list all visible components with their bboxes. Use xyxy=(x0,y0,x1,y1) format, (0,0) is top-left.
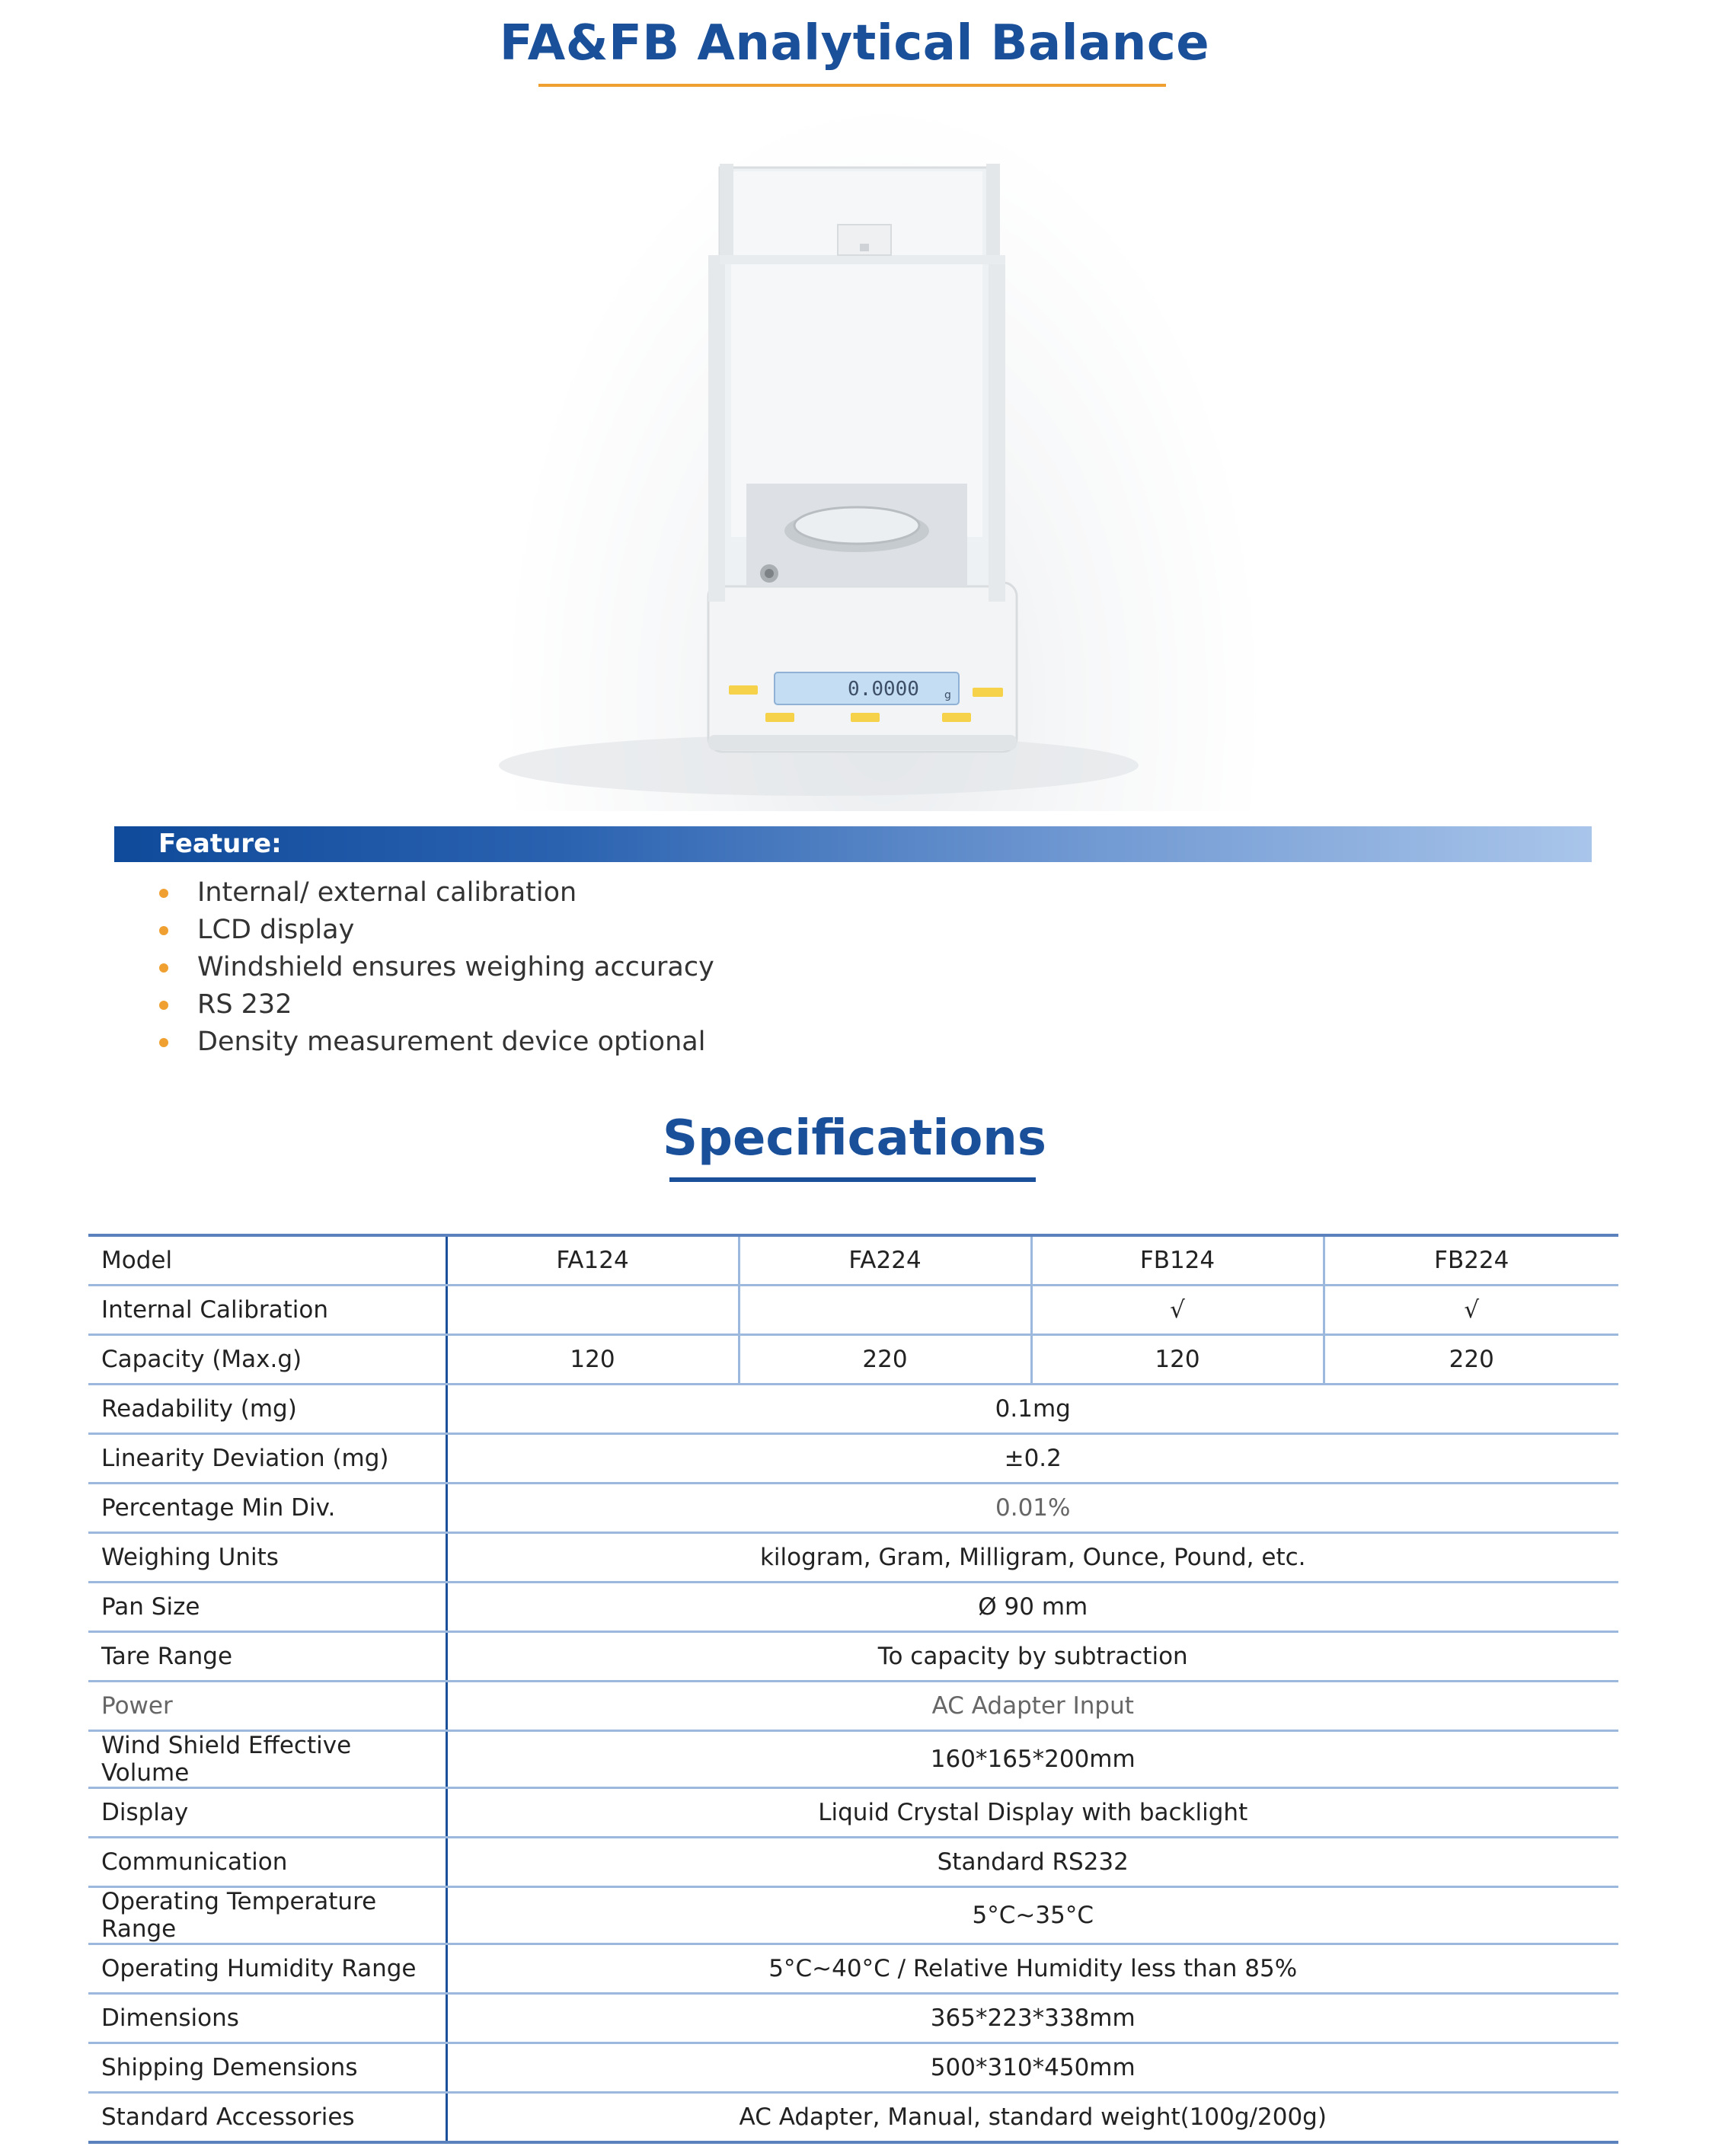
table-cell: Ø 90 mm xyxy=(446,1583,1618,1632)
model-cell: FA224 xyxy=(739,1235,1031,1286)
table-cell xyxy=(739,1286,1031,1335)
model-cell: FB124 xyxy=(1031,1235,1324,1286)
feature-item-text: Windshield ensures weighing accuracy xyxy=(197,952,714,982)
feature-item-text: Density measurement device optional xyxy=(197,1027,706,1057)
feature-item xyxy=(152,874,714,912)
tare-button[interactable] xyxy=(973,688,1003,697)
table-cell: 0.01% xyxy=(446,1484,1618,1533)
bullet-icon xyxy=(159,1038,168,1047)
specifications-underline xyxy=(669,1177,1036,1182)
check-mark: √ xyxy=(1031,1286,1324,1335)
bullet-icon xyxy=(159,926,168,935)
row-label: Linearity Deviation (mg) xyxy=(88,1434,446,1484)
table-cell: 500*310*450mm xyxy=(446,2043,1618,2093)
model-cell: FB224 xyxy=(1324,1235,1618,1286)
table-row xyxy=(88,1335,1618,1385)
row-label: Dimensions xyxy=(88,1994,446,2043)
row-label: Operating Humidity Range xyxy=(88,1944,446,1994)
row-label: Capacity (Max.g) xyxy=(88,1335,446,1385)
table-cell: kilogram, Gram, Milligram, Ounce, Pound, etc. xyxy=(446,1533,1618,1583)
feature-list xyxy=(152,874,714,1061)
table-cell: AC Adapter, Manual, standard weight(100g/200g) xyxy=(446,2093,1618,2143)
specifications-table xyxy=(88,1234,1618,2144)
check-mark: √ xyxy=(1324,1286,1618,1335)
feature-item xyxy=(152,949,714,986)
feature-item-text: LCD display xyxy=(197,915,355,945)
feature-item xyxy=(152,912,714,949)
row-label: Power xyxy=(88,1682,446,1731)
row-label: Model xyxy=(88,1235,446,1286)
row-label: Pan Size xyxy=(88,1583,446,1632)
table-row xyxy=(88,2093,1618,2143)
table-cell: AC Adapter Input xyxy=(446,1682,1618,1731)
feature-heading: Feature: xyxy=(158,829,282,859)
row-label: Percentage Min Div. xyxy=(88,1484,446,1533)
row-label: Display xyxy=(88,1788,446,1838)
table-cell: ±0.2 xyxy=(446,1434,1618,1484)
row-label: Weighing Units xyxy=(88,1533,446,1583)
row-label: Wind Shield Effective Volume xyxy=(88,1731,446,1788)
row-label: Operating Temperature Range xyxy=(88,1887,446,1944)
product-image xyxy=(499,95,1268,811)
row-label: Shipping Demensions xyxy=(88,2043,446,2093)
table-row xyxy=(88,1533,1618,1583)
feature-item-text: Internal/ external calibration xyxy=(197,877,577,908)
table-cell: 0.1mg xyxy=(446,1385,1618,1434)
row-label: Communication xyxy=(88,1838,446,1887)
table-cell: Standard RS232 xyxy=(446,1838,1618,1887)
table-row xyxy=(88,1632,1618,1682)
feature-item xyxy=(152,1024,714,1061)
unit-button[interactable] xyxy=(851,713,880,722)
row-label: Tare Range xyxy=(88,1632,446,1682)
display-reading: 0.0000 xyxy=(848,678,919,701)
table-cell xyxy=(446,1286,739,1335)
table-cell: 365*223*338mm xyxy=(446,1994,1618,2043)
table-cell: 5°C~35°C xyxy=(446,1887,1618,1944)
page-title: FA&FB Analytical Balance xyxy=(499,15,1210,72)
row-label: Readability (mg) xyxy=(88,1385,446,1434)
table-row xyxy=(88,2043,1618,2093)
cal-button[interactable] xyxy=(765,713,794,722)
print-button[interactable] xyxy=(942,713,971,722)
table-cell: 120 xyxy=(446,1335,739,1385)
table-cell: 220 xyxy=(739,1335,1031,1385)
table-row xyxy=(88,1434,1618,1484)
feature-banner xyxy=(114,826,1592,862)
table-cell: 220 xyxy=(1324,1335,1618,1385)
model-cell: FA124 xyxy=(446,1235,739,1286)
table-row xyxy=(88,1731,1618,1788)
bullet-icon xyxy=(159,963,168,973)
table-cell: To capacity by subtraction xyxy=(446,1632,1618,1682)
specifications-heading: Specifications xyxy=(663,1110,1046,1167)
table-row xyxy=(88,1994,1618,2043)
table-row xyxy=(88,1944,1618,1994)
analytical-balance-illustration xyxy=(499,95,1268,811)
feature-item xyxy=(152,986,714,1024)
table-row xyxy=(88,1286,1618,1335)
on-off-button[interactable] xyxy=(729,685,758,695)
table-cell: 5°C~40°C / Relative Humidity less than 85% xyxy=(446,1944,1618,1994)
table-cell: Liquid Crystal Display with backlight xyxy=(446,1788,1618,1838)
table-row xyxy=(88,1583,1618,1632)
table-row xyxy=(88,1682,1618,1731)
table-cell: 160*165*200mm xyxy=(446,1731,1618,1788)
bullet-icon xyxy=(159,889,168,898)
row-label: Standard Accessories xyxy=(88,2093,446,2143)
table-row xyxy=(88,1484,1618,1533)
row-label: Internal Calibration xyxy=(88,1286,446,1335)
table-row xyxy=(88,1788,1618,1838)
feature-item-text: RS 232 xyxy=(197,989,292,1020)
table-row xyxy=(88,1235,1618,1286)
title-underline xyxy=(538,84,1166,87)
table-row xyxy=(88,1887,1618,1944)
table-row xyxy=(88,1385,1618,1434)
table-cell: 120 xyxy=(1031,1335,1324,1385)
table-row xyxy=(88,1838,1618,1887)
display-unit: g xyxy=(944,689,951,701)
bullet-icon xyxy=(159,1001,168,1010)
